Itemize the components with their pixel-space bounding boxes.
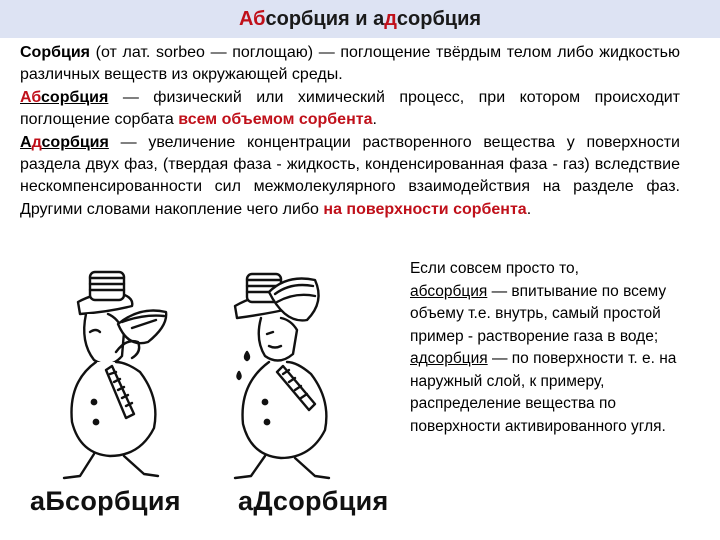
simple-absorption-text: — впитывание по всему объему т.е. внутрь, самый простой пример - растворение газа в воде; xyxy=(410,282,667,345)
title-part-d: д xyxy=(384,7,397,30)
term-absorption xyxy=(20,89,108,106)
definition-absorption-end: . xyxy=(372,111,377,129)
caption-absorption-rest: сорбция xyxy=(65,486,181,516)
simple-absorption-term xyxy=(410,283,487,300)
simple-adsorption xyxy=(410,348,710,438)
simple-absorption-prefix: аб xyxy=(410,282,428,300)
title-part-end: сорбция xyxy=(396,7,482,30)
definition-adsorption xyxy=(20,132,680,222)
definition-sorption-text: (от лат. sorbeo — поглощаю) — поглощение твёрдым телом либо жидкостью различных веществ из окружающей среды. xyxy=(20,44,680,84)
term-absorption-root: сорбция xyxy=(41,88,109,106)
term-adsorption xyxy=(20,134,109,151)
caption-adsorption-a: а xyxy=(238,486,254,516)
simple-adsorption-prefix: ад xyxy=(410,350,428,367)
title-part-mid: сорбция и а xyxy=(265,7,385,30)
simple-intro: Если совсем просто то, xyxy=(410,260,579,277)
caption-absorption-b: Б xyxy=(45,486,66,516)
term-adsorption-d: д xyxy=(31,133,42,151)
caption-adsorption-d: Д xyxy=(253,486,273,516)
caption-adsorption-rest: сорбция xyxy=(272,486,389,516)
simple-absorption-root: сорбция xyxy=(427,282,488,300)
definition-absorption-text: — физический или химический процесс, при котором происходит поглощение сорбата xyxy=(20,88,680,129)
term-absorption-prefix: Аб xyxy=(20,88,42,106)
adsorption-illustration xyxy=(225,262,375,487)
simple-absorption xyxy=(410,281,710,349)
caption-absorption xyxy=(30,486,181,517)
adsorption-highlight: на поверхности сорбента xyxy=(323,200,527,218)
title-part-ab: Аб xyxy=(238,7,266,30)
simple-explanation xyxy=(410,258,710,438)
absorption-highlight: всем объемом сорбента xyxy=(178,111,373,129)
definition-absorption xyxy=(20,87,680,132)
slide-title xyxy=(0,0,720,38)
caption-adsorption xyxy=(238,486,389,517)
simple-adsorption-text: — по поверхности т. е. на наружный слой, к примеру, распределение вещества по поверхности активированного угля. xyxy=(410,350,677,435)
term-adsorption-root: сорбция xyxy=(41,133,109,151)
simple-adsorption-root: сорбция xyxy=(427,350,488,367)
definitions-block xyxy=(20,42,680,221)
definition-adsorption-end: . xyxy=(526,200,532,218)
definition-adsorption-text: — увеличение концентрации растворенного вещества у поверхности раздела двух фаз, (твердая фаза - жидкость, конденсированная фаза - газ) вследствие нескомпенсированности сил межмолекулярного взаимодействия на разделе фаз. Другими словами накопление чего либо xyxy=(20,133,680,218)
term-sorption: Сорбция xyxy=(20,44,90,61)
definition-sorption xyxy=(20,42,680,87)
absorption-illustration xyxy=(60,262,210,487)
caption-absorption-a: а xyxy=(30,486,46,516)
simple-adsorption-term xyxy=(410,350,488,367)
term-adsorption-a: А xyxy=(20,133,32,151)
